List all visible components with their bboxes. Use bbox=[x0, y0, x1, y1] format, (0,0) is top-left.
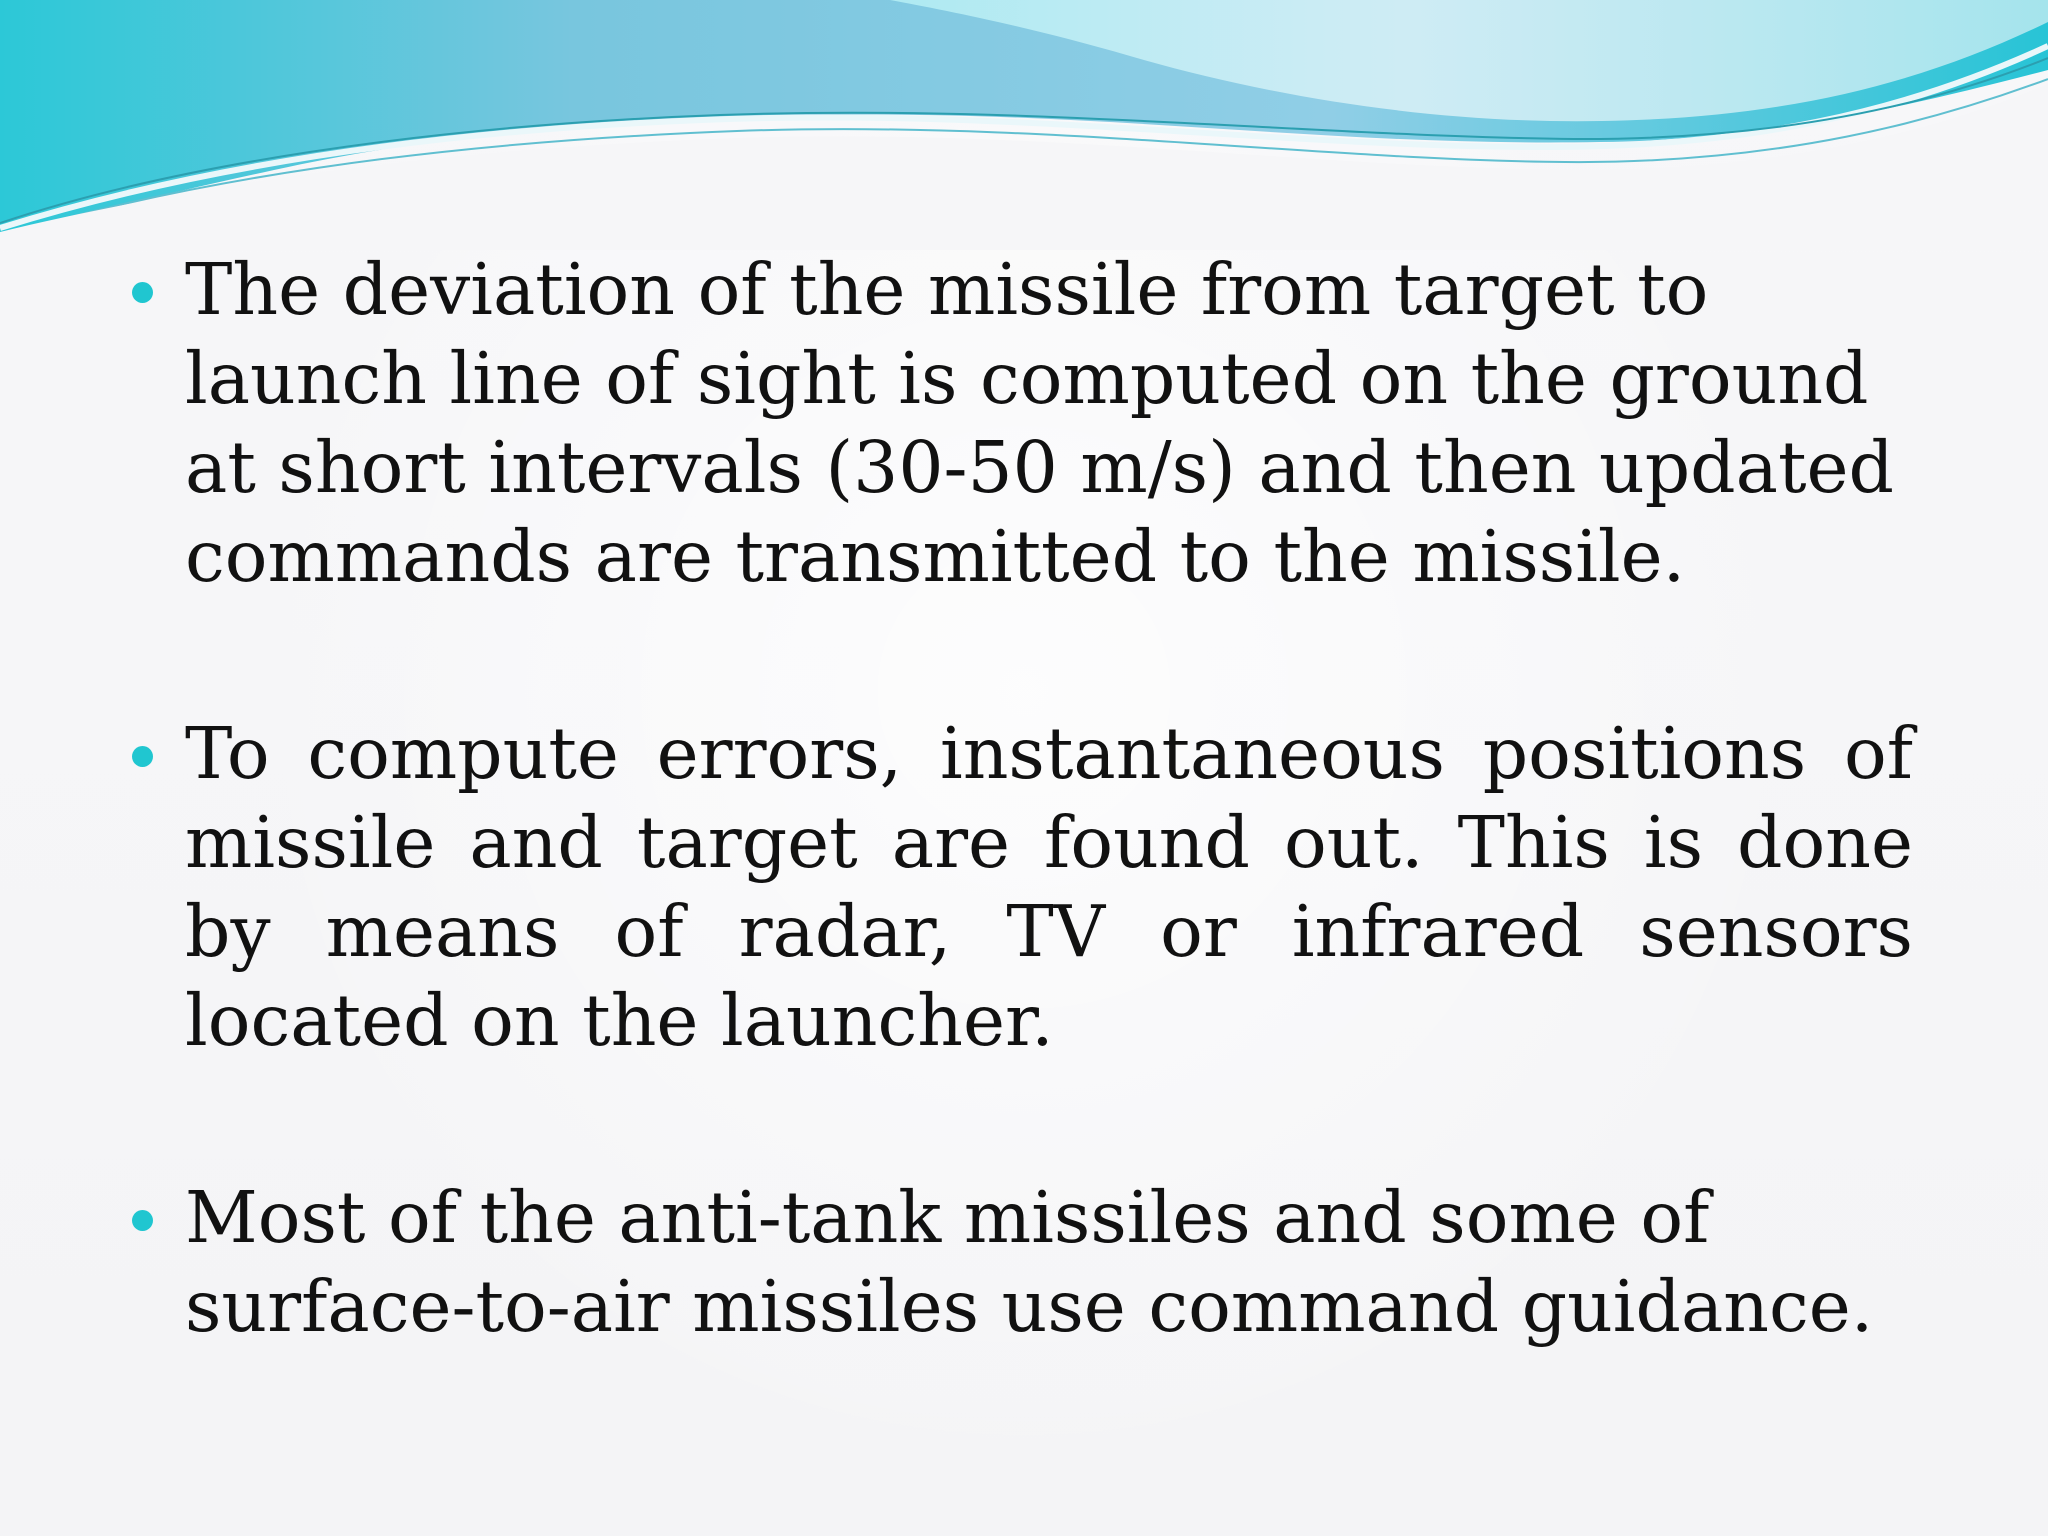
bullet-list bbox=[128, 245, 1928, 1351]
bullet-item-2 bbox=[128, 709, 1928, 1065]
bullet-text-3: Most of the anti-tank missiles and some of surface-to-air missiles use command guidance. bbox=[185, 1176, 1874, 1348]
top-wave-decoration bbox=[0, 0, 2048, 250]
bullet-dot-icon bbox=[132, 746, 153, 767]
bullet-item-3 bbox=[128, 1173, 1928, 1351]
bullet-text-1: The deviation of the missile from target to launch line of sight is computed on the ground at short intervals (30-50 m/s) and then updated commands are transmitted to the missile. bbox=[185, 248, 1894, 598]
bullet-dot-icon bbox=[132, 282, 153, 303]
bullet-text-2: To compute errors, instantaneous positions of missile and target are found out. This is done by means of radar, TV or infrared sensors located on the launcher. bbox=[185, 712, 1913, 1062]
bullet-item-1 bbox=[128, 245, 1928, 601]
bullet-dot-icon bbox=[132, 1210, 153, 1231]
